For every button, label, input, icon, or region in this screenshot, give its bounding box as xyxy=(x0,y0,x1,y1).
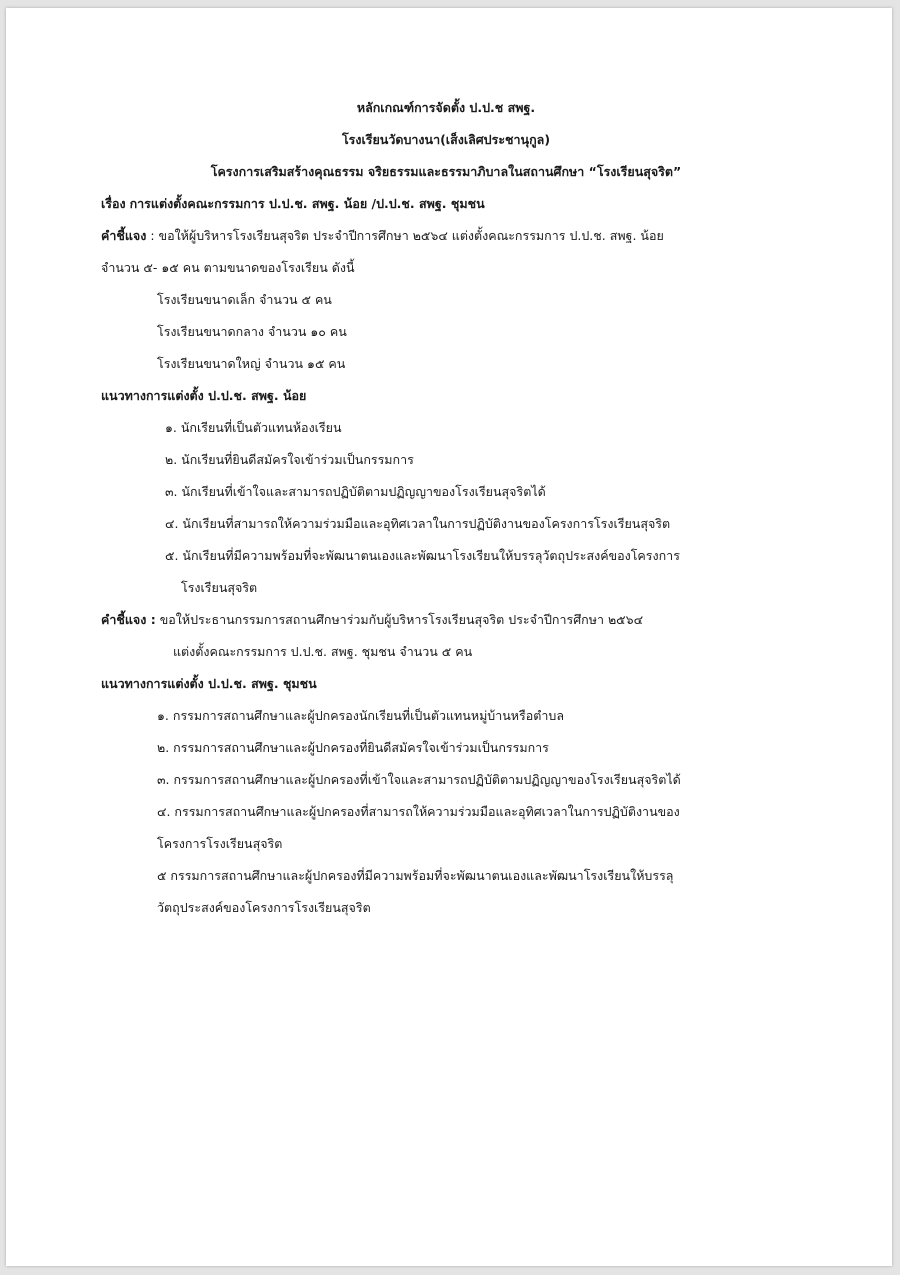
school-size-medium: โรงเรียนขนาดกลาง จำนวน ๑๐ คน xyxy=(157,324,347,339)
guide-2-item: ๑. กรรมการสถานศึกษาและผู้ปกครองนักเรียนที่เป็นตัวแทนหมู่บ้านหรือตำบล xyxy=(157,708,564,723)
guide-1-item: ๕. นักเรียนที่มีความพร้อมที่จะพัฒนาตนเองและพัฒนาโรงเรียนให้บรรลุวัตถุประสงค์ของโครงการ xyxy=(165,548,680,563)
guide-1-item: ๔. นักเรียนที่สามารถให้ความร่วมมือและอุทิศเวลาในการปฏิบัติงานของโครงการโรงเรียนสุจริต xyxy=(165,516,671,531)
guide-2-heading: แนวทางการแต่งตั้ง ป.ป.ช. สพฐ. ชุมชน xyxy=(101,676,317,691)
guide-2-item: ๕ กรรมการสถานศึกษาและผู้ปกครองที่มีความพร้อมที่จะพัฒนาตนเองและพัฒนาโรงเรียนให้บรรลุ xyxy=(157,868,674,883)
doc-title: หลักเกณฑ์การจัดตั้ง ป.ป.ช สพฐ. xyxy=(356,100,536,115)
subject-text: การแต่งตั้งคณะกรรมการ ป.ป.ช. สพฐ. น้อย /ป.ป.ช. สพฐ. ชุมชน xyxy=(129,196,485,211)
instruction-1-label: คำชี้แจง xyxy=(101,228,147,243)
guide-2-item-4-continuation: โครงการโรงเรียนสุจริต xyxy=(157,836,283,851)
school-name: โรงเรียนวัดบางนา(เส็งเลิศประชานุกูล) xyxy=(341,132,551,147)
guide-2-item: ๓. กรรมการสถานศึกษาและผู้ปกครองที่เข้าใจและสามารถปฏิบัติตามปฏิญญาของโรงเรียนสุจริตได้ xyxy=(157,772,681,787)
instruction-2-label: คำชี้แจง : xyxy=(101,612,156,627)
instruction-2-text: ขอให้ประธานกรรมการสถานศึกษาร่วมกับผู้บริหารโรงเรียนสุจริต ประจำปีการศึกษา ๒๕๖๔ xyxy=(159,612,644,627)
project-name: โครงการเสริมสร้างคุณธรรม จริยธรรมและธรรมาภิบาลในสถานศึกษา “โรงเรียนสุจริต” xyxy=(210,164,682,179)
instruction-2-line-2: แต่งตั้งคณะกรรมการ ป.ป.ช. สพฐ. ชุมชน จำนวน ๕ คน xyxy=(173,644,473,659)
guide-1-item: ๒. นักเรียนที่ยินดีสมัครใจเข้าร่วมเป็นกรรมการ xyxy=(165,452,414,467)
guide-1-item: ๑. นักเรียนที่เป็นตัวแทนห้องเรียน xyxy=(165,420,342,435)
school-size-small: โรงเรียนขนาดเล็ก จำนวน ๕ คน xyxy=(157,292,332,307)
instruction-1-text: : ขอให้ผู้บริหารโรงเรียนสุจริต ประจำปีการศึกษา ๒๕๖๔ แต่งตั้งคณะกรรมการ ป.ป.ช. สพฐ. น้อย xyxy=(150,228,664,243)
instruction-1-line-1 xyxy=(101,220,791,252)
document-body xyxy=(101,92,791,924)
guide-2-item-5-continuation: วัตถุประสงค์ของโครงการโรงเรียนสุจริต xyxy=(157,900,371,915)
guide-1-heading: แนวทางการแต่งตั้ง ป.ป.ช. สพฐ. น้อย xyxy=(101,388,307,403)
instruction-1-line-2: จำนวน ๕- ๑๕ คน ตามขนาดของโรงเรียน ดังนี้ xyxy=(101,260,355,275)
guide-2-item: ๔. กรรมการสถานศึกษาและผู้ปกครองที่สามารถให้ความร่วมมือและอุทิศเวลาในการปฏิบัติงานของ xyxy=(157,804,680,819)
guide-2-item: ๒. กรรมการสถานศึกษาและผู้ปกครองที่ยินดีสมัครใจเข้าร่วมเป็นกรรมการ xyxy=(157,740,549,755)
guide-1-item-5-continuation: โรงเรียนสุจริต xyxy=(181,580,258,595)
guide-1-item: ๓. นักเรียนที่เข้าใจและสามารถปฏิบัติตามปฏิญญาของโรงเรียนสุจริตได้ xyxy=(165,484,546,499)
subject-line xyxy=(101,188,791,220)
subject-label: เรื่อง xyxy=(101,196,126,211)
school-size-large: โรงเรียนขนาดใหญ่ จำนวน ๑๕ คน xyxy=(157,356,346,371)
instruction-2-line-1 xyxy=(101,604,791,636)
document-page xyxy=(6,8,892,1266)
